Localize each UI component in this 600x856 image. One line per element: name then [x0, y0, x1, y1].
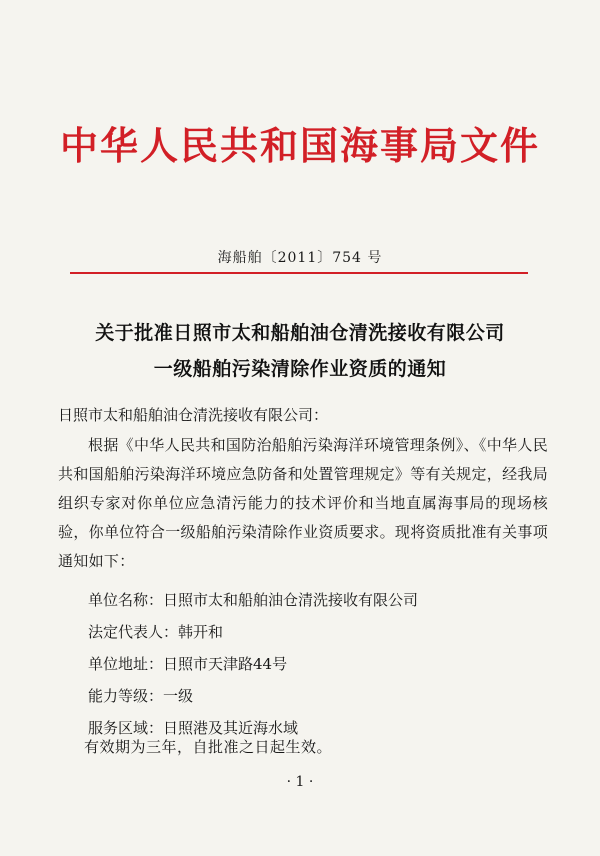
body-paragraph: 根据《中华人民共和国防治船舶污染海洋环境管理条例》、《中华人民共和国船舶污染海洋环境应急防备和处置管理规定》等有关规定，经我局组织专家对你单位应急清污能力的技术评价和当地直属海事局的现场核验，你单位符合一级船舶污染清除作业资质要求。现将资质批准有关事项通知如下：	[58, 436, 548, 570]
info-address: 单位地址：日照市天津路44号	[88, 655, 288, 673]
info-capability-level: 能力等级：一级	[88, 687, 194, 705]
info-legal-representative: 法定代表人：韩开和	[88, 623, 224, 641]
header-title: 中华人民共和国海事局文件	[59, 124, 540, 168]
document-number: 海船舶〔2011〕754 号	[217, 250, 383, 266]
addressee: 日照市太和船舶油仓清洗接收有限公司：	[58, 406, 329, 424]
info-unit-name: 单位名称：日照市太和船舶油仓清洗接收有限公司	[88, 591, 419, 609]
notice-title-line-2: 一级船舶污染清除作业资质的通知	[153, 358, 447, 380]
info-list	[88, 584, 548, 744]
notice-title	[0, 315, 600, 387]
validity-statement: 有效期为三年，自批准之日起生效。	[84, 738, 333, 756]
notice-title-line-1: 关于批准日照市太和船舶油仓清洗接收有限公司	[95, 322, 505, 344]
page-number: · 1 ·	[286, 774, 314, 790]
red-divider	[70, 272, 528, 274]
info-service-area: 服务区域：日照港及其近海水域	[88, 719, 299, 737]
